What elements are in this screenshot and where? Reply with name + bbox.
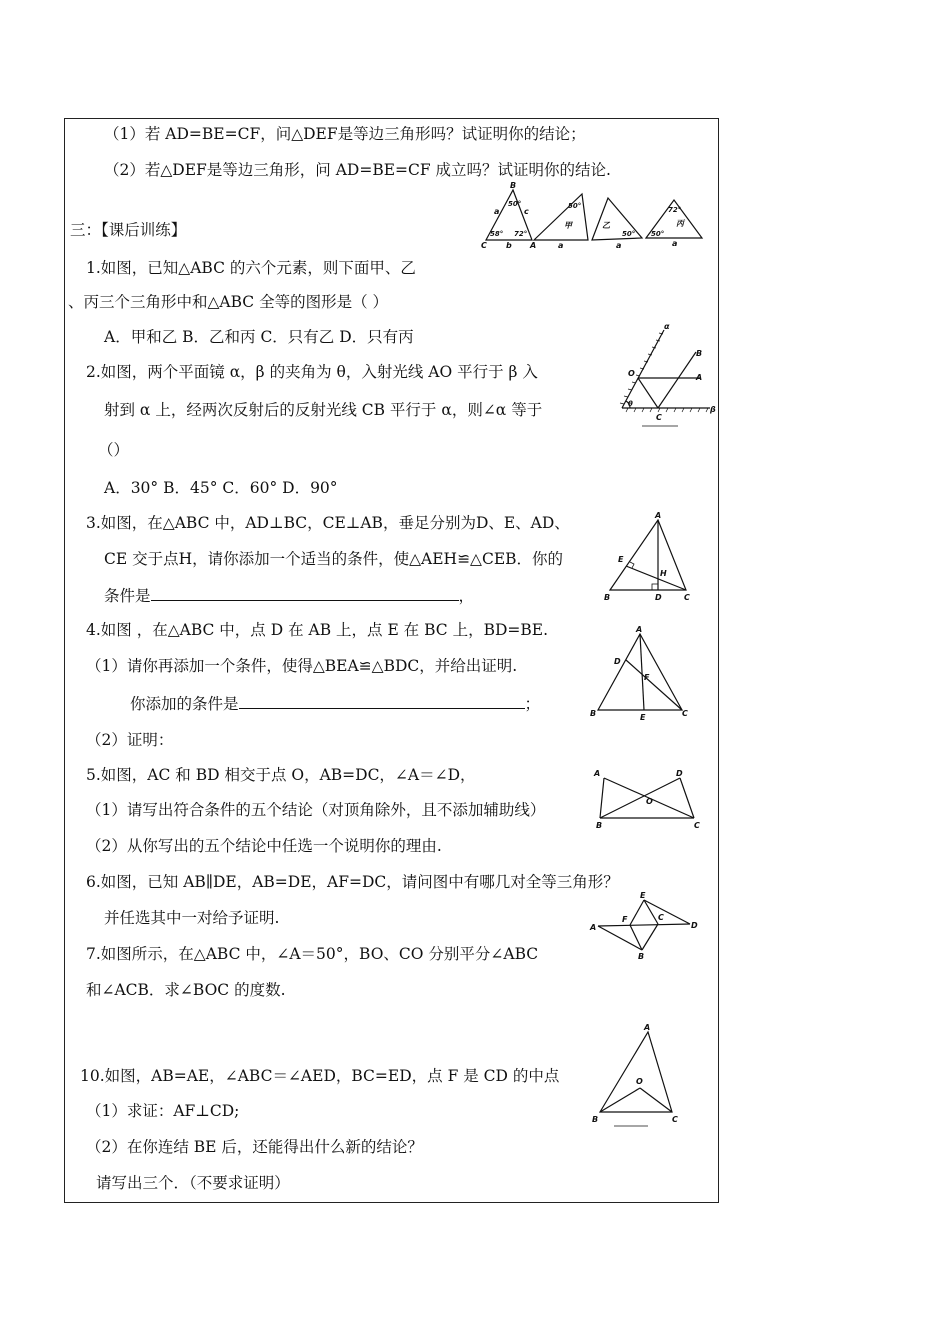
segment-co <box>640 1088 672 1112</box>
segment-ab <box>600 778 604 818</box>
mirror-beta-hatch <box>626 408 708 412</box>
label-B: B <box>596 821 603 830</box>
label-C: C <box>656 413 662 422</box>
label-E: E <box>640 891 646 900</box>
q10-line1: 10.如图，AB=AE，∠ABC＝∠AED，BC=ED，点 F 是 CD 的中点 <box>80 1067 560 1085</box>
ray-cb <box>658 352 696 408</box>
part2-question: （2）若△DEF是等边三角形，问 AD=BE=CF 成立吗？试证明你的结论. <box>104 161 611 179</box>
part1-question: （1）若 AD=BE=CF，问△DEF是等边三角形吗？试证明你的结论； <box>104 125 586 143</box>
label-theta: θ <box>628 400 633 408</box>
label-C: C <box>672 1115 678 1124</box>
q6-line2: 并任选其中一对给予证明. <box>104 909 280 927</box>
label-A: A <box>594 769 601 778</box>
q10-line2: （1）求证：AF⊥CD; <box>86 1102 240 1120</box>
section-heading: 三：【课后训练】 <box>70 221 187 239</box>
q10-line4: 请写出三个．（不要求证明） <box>96 1174 290 1192</box>
label-yi-side: a <box>616 241 622 250</box>
label-bing-angle-left: 50° <box>651 230 665 238</box>
figure-q7-triangle <box>588 1020 688 1130</box>
label-O: O <box>628 369 635 378</box>
label-abc-B: B <box>510 181 517 190</box>
figure-q1-triangles <box>478 180 710 250</box>
q10-line3: （2）在你连结 BE 后，还能得出什么新的结论？ <box>86 1138 423 1156</box>
q1-line1: 1.如图，已知△ABC 的六个元素，则下面甲、乙 <box>86 259 416 277</box>
label-A: A <box>655 511 662 520</box>
label-A: A <box>696 373 703 382</box>
label-B: B <box>592 1115 599 1124</box>
figure-q3-triangle <box>600 510 700 604</box>
label-F: F <box>622 915 628 924</box>
label-yi-name: 乙 <box>602 221 610 230</box>
label-bing-angle-top: 72° <box>668 206 682 214</box>
segment-bd <box>600 778 680 818</box>
label-abc-side-c: c <box>524 207 529 216</box>
q4-end-mark: ； <box>524 695 541 713</box>
label-D: D <box>655 593 662 602</box>
q3-prompt: 条件是 <box>104 587 151 605</box>
label-B: B <box>696 349 703 358</box>
q3-answer-blank[interactable] <box>151 585 459 601</box>
label-E: E <box>640 713 646 722</box>
label-jia-angle: 50° <box>568 202 582 210</box>
figure-q4-triangle <box>586 624 696 722</box>
label-beta: β <box>710 405 716 414</box>
label-abc-C: C <box>481 241 487 250</box>
q5-line1: 5.如图，AC 和 BD 相交于点 O，AB=DC，∠A＝∠D， <box>86 766 476 784</box>
label-D: D <box>676 769 683 778</box>
q5-line2: （1）请写出符合条件的五个结论（对顶角除外，且不添加辅助线） <box>86 801 546 819</box>
right-angle-e <box>630 562 634 568</box>
segment-ef <box>630 900 644 925</box>
altitude-ce <box>626 566 686 590</box>
label-H: H <box>660 569 667 578</box>
label-alpha: α <box>664 322 670 331</box>
q1-options: A．甲和乙 B．乙和丙 C．只有乙 D．只有丙 <box>104 328 414 346</box>
label-O: O <box>646 797 653 806</box>
segment-dc <box>680 778 694 818</box>
q3-line1: 3.如图，在△ABC 中，AD⊥BC，CE⊥AB，垂足分别为D、E、AD、 <box>86 514 570 532</box>
q4-line1: 4.如图 ，在△ABC 中，点 D 在 AB 上，点 E 在 BC 上，BD=BE. <box>86 621 549 639</box>
q4-line2: （1）请你再添加一个条件，使得△BEA≌△BDC，并给出证明. <box>86 657 518 675</box>
label-abc-side-a: a <box>494 207 500 216</box>
figure-q6-kite <box>588 888 700 962</box>
label-F: F <box>644 673 650 682</box>
label-jia-side: a <box>558 241 564 250</box>
q2-line3: （） <box>98 441 130 459</box>
figure-q2-mirrors <box>612 322 716 432</box>
label-abc-angle-c: 58° <box>490 230 504 238</box>
q4-line3 <box>130 693 540 714</box>
triangle-jia <box>534 194 588 240</box>
label-B: B <box>604 593 611 602</box>
q4-answer-blank[interactable] <box>239 693 525 709</box>
label-abc-side-b: b <box>506 241 512 250</box>
q6-line1: 6.如图，已知 AB∥DE，AB=DE，AF=DC，请问图中有哪几对全等三角形？ <box>86 873 619 891</box>
q4-line4: （2）证明： <box>86 731 174 749</box>
q5-line3: （2）从你写出的五个结论中任选一个说明你的理由. <box>86 837 442 855</box>
label-B: B <box>590 709 597 718</box>
ray-oc <box>638 378 658 408</box>
segment-ae <box>640 634 644 710</box>
label-yi-angle: 50° <box>622 230 636 238</box>
label-abc-angle-a: 72° <box>514 230 528 238</box>
label-A: A <box>590 923 597 932</box>
label-bing-side: a <box>672 239 678 248</box>
label-C: C <box>684 593 690 602</box>
q7-line2: 和∠ACB．求∠BOC 的度数. <box>86 981 286 999</box>
figure-q5-crossed <box>590 766 710 830</box>
segment-bo <box>600 1088 640 1112</box>
label-A: A <box>644 1023 651 1032</box>
segment-bc <box>642 924 658 950</box>
label-D: D <box>691 921 698 930</box>
q3-end-mark: ， <box>458 587 475 605</box>
q2-options: A．30° B．45° C．60° D．90° <box>104 479 338 497</box>
label-A: A <box>636 625 643 634</box>
q2-line2: 射到 α 上，经两次反射后的反射光线 CB 平行于 α，则∠α 等于 <box>104 401 543 419</box>
q2-line1: 2.如图，两个平面镜 α，β 的夹角为 θ，入射光线 AO 平行于 β 入 <box>86 363 538 381</box>
label-C: C <box>682 709 688 718</box>
label-O: O <box>636 1077 643 1086</box>
label-C: C <box>694 821 700 830</box>
q3-line3 <box>104 585 474 606</box>
triangle-abc <box>600 1032 672 1112</box>
label-C: C <box>658 913 664 922</box>
label-jia-name: 甲 <box>564 221 572 230</box>
label-abc-angle-b: 50° <box>508 200 522 208</box>
label-D: D <box>614 657 621 666</box>
segment-cd <box>626 660 682 710</box>
q1-line2: 、丙三个三角形中和△ABC 全等的图形是（ ） <box>68 293 389 311</box>
label-bing-name: 丙 <box>676 219 684 228</box>
q4-prompt: 你添加的条件是 <box>130 695 239 713</box>
segment-ad <box>598 924 690 926</box>
right-angle-d <box>652 584 658 590</box>
label-E: E <box>618 555 624 564</box>
label-B: B <box>638 952 645 961</box>
q7-line1: 7.如图所示，在△ABC 中，∠A＝50°，BO、CO 分别平分∠ABC <box>86 945 539 963</box>
label-abc-A: A <box>530 241 537 250</box>
segment-ab <box>598 926 642 950</box>
q3-line2: CE 交于点H，请你添加一个适当的条件，使△AEH≌△CEB．你的 <box>104 550 564 568</box>
